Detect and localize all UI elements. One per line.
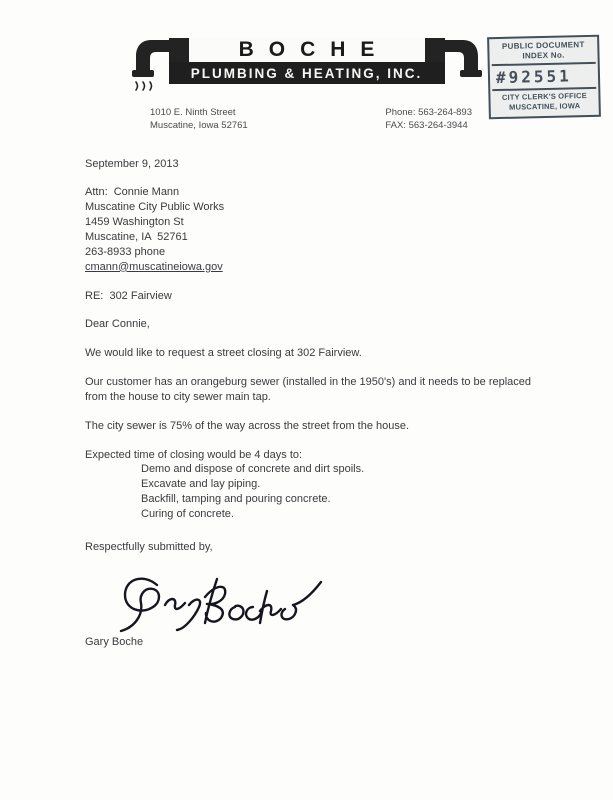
- pipe-elbow-right-icon: [439, 34, 485, 97]
- list-item: Excavate and lay piping.: [141, 478, 261, 491]
- signature-name: Gary Boche: [85, 635, 144, 648]
- company-logo: [129, 34, 485, 97]
- letter-date: September 9, 2013: [85, 157, 179, 170]
- letterhead-phone: Phone: 563-264-893: [385, 107, 472, 118]
- list-item: Backfill, tamping and pouring concrete.: [141, 493, 331, 506]
- paragraph-3: The city sewer is 75% of the way across the street from the house.: [85, 419, 410, 432]
- recipient-block: [85, 185, 553, 274]
- city-clerk-stamp: [487, 35, 601, 119]
- recipient-city: Muscatine, IA 52761: [85, 230, 188, 243]
- letterhead-address-line1: 1010 E. Ninth Street: [150, 107, 236, 118]
- salutation: Dear Connie,: [85, 318, 150, 331]
- logo-bar-left: [169, 38, 189, 62]
- recipient-attn: Attn: Connie Mann: [85, 186, 180, 199]
- letterhead-address-line2: Muscatine, Iowa 52761: [150, 120, 248, 132]
- list-item: Curing of concrete.: [141, 507, 234, 520]
- stamp-office-line: CITY CLERK'S OFFICE: [501, 91, 588, 102]
- stamp-index-number: #92551: [492, 62, 597, 91]
- recipient-email-link[interactable]: cmann@muscatineiowa.gov: [85, 260, 223, 273]
- recipient-phone: 263-8933 phone: [85, 245, 166, 258]
- recipient-org: Muscatine City Public Works: [85, 201, 225, 214]
- handwritten-signature: [113, 569, 553, 635]
- stamp-title-line2: INDEX No.: [522, 50, 565, 61]
- letterhead: [0, 0, 613, 133]
- letterhead-fax: FAX: 563-264-3944: [385, 120, 468, 132]
- re-line: RE: 302 Fairview: [85, 289, 172, 302]
- closing-task-list: [85, 462, 553, 521]
- paragraph-4: Expected time of closing would be 4 days to:: [85, 448, 303, 461]
- stamp-title-line1: PUBLIC DOCUMENT: [501, 40, 585, 51]
- paragraph-1: We would like to request a street closing at 302 Fairview.: [85, 347, 362, 360]
- stamp-city-line: MUSCATINE, IOWA: [508, 100, 581, 112]
- letterhead-contact: [150, 106, 472, 133]
- letter-body: [85, 157, 553, 650]
- closing-line: Respectfully submitted by,: [85, 540, 213, 553]
- paragraph-2: Our customer has an orangeburg sewer (installed in the 1950's) and it needs to be replaced from the house to city sewer main tap.: [85, 376, 532, 403]
- recipient-street: 1459 Washington St: [85, 216, 184, 229]
- logo-bar-right: [425, 38, 445, 62]
- company-subtitle: PLUMBING & HEATING, INC.: [169, 64, 445, 84]
- list-item: Demo and dispose of concrete and dirt spoils.: [141, 463, 365, 476]
- company-name: BOCHE: [189, 38, 425, 62]
